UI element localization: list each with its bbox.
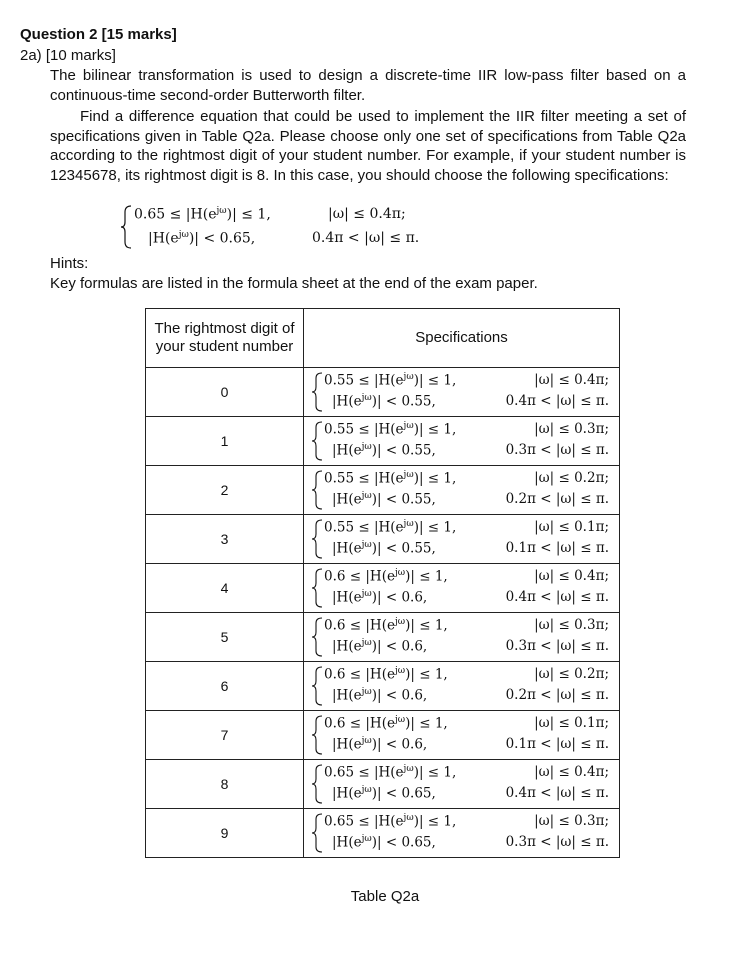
- spec-line2-left: $|H(e^{j\omega})| < 0.65$,: [332, 785, 436, 802]
- left-brace-icon: [310, 714, 324, 756]
- header-specifications: Specifications: [304, 309, 620, 368]
- spec-line1-right: |ω| ≤ 0.3π;: [534, 421, 609, 437]
- example-line2-right: 0.4π < |ω| ≤ π.: [312, 230, 420, 246]
- intro-text: The bilinear transformation is used to design a discrete-time IIR low-pass filter based on a continuous-time second-order Butterworth filter.: [50, 67, 686, 104]
- spec-line1-left: $0.6 \le |H(e^{j\omega})| \le 1$,: [324, 617, 448, 634]
- spec-line1-left: $0.6 \le |H(e^{j\omega})| \le 1$,: [324, 568, 448, 585]
- spec-line2-left: $|H(e^{j\omega})| < 0.55$,: [332, 442, 436, 459]
- table-row: [146, 564, 620, 613]
- left-brace-icon: [310, 518, 324, 560]
- digit-cell: 0: [146, 368, 304, 417]
- table-row: [146, 417, 620, 466]
- specification-cell: [304, 760, 620, 809]
- specification-cell: [304, 613, 620, 662]
- left-brace-icon: [310, 567, 324, 609]
- spec-line2-right: 0.3π < |ω| ≤ π.: [505, 834, 609, 850]
- specifications-table: [145, 308, 620, 858]
- hints-label: Hints:: [50, 255, 89, 272]
- spec-line2-right: 0.4π < |ω| ≤ π.: [505, 393, 609, 409]
- table-row: [146, 515, 620, 564]
- spec-line2-right: 0.1π < |ω| ≤ π.: [505, 736, 609, 752]
- left-brace-icon: [310, 616, 324, 658]
- specification-cell: [304, 711, 620, 760]
- left-brace-icon: [310, 469, 324, 511]
- spec-line1-right: |ω| ≤ 0.3π;: [534, 813, 609, 829]
- question-part-label: 2a) [10 marks]: [20, 47, 116, 64]
- spec-line1-right: |ω| ≤ 0.3π;: [534, 617, 609, 633]
- intro-paragraph: [50, 66, 686, 105]
- table-row: [146, 662, 620, 711]
- spec-line2-right: 0.2π < |ω| ≤ π.: [505, 687, 609, 703]
- question-title: Question 2 [15 marks]: [20, 26, 177, 43]
- spec-line2-left: $|H(e^{j\omega})| < 0.6$,: [332, 638, 428, 655]
- digit-cell: 4: [146, 564, 304, 613]
- specification-cell: [304, 417, 620, 466]
- spec-line2-left: $|H(e^{j\omega})| < 0.65$,: [332, 834, 436, 851]
- spec-line1-right: |ω| ≤ 0.2π;: [534, 666, 609, 682]
- task-text: Find a difference equation that could be used to implement the IIR filter meeting a set of specifications given in Table Q2a. Please choose only one set of specifications from Table Q2a according to the rightmost digit of your student number. For example, if your student number is 12345678, its rightmost digit is 8. In this case, you should choose the following specifications:: [50, 108, 686, 184]
- spec-line2-left: $|H(e^{j\omega})| < 0.55$,: [332, 540, 436, 557]
- spec-line1-right: |ω| ≤ 0.1π;: [534, 519, 609, 535]
- digit-cell: 8: [146, 760, 304, 809]
- specification-cell: [304, 466, 620, 515]
- spec-line1-left: $0.65 \le |H(e^{j\omega})| \le 1$,: [324, 813, 457, 830]
- specification-cell: [304, 662, 620, 711]
- spec-line1-left: $0.55 \le |H(e^{j\omega})| \le 1$,: [324, 470, 457, 487]
- table-row: [146, 809, 620, 858]
- digit-cell: 9: [146, 809, 304, 858]
- example-line1-right: |ω| ≤ 0.4π;: [328, 206, 406, 222]
- left-brace-icon: [310, 371, 324, 413]
- example-line2-left: $|H(e^{j\omega})| < 0.65$,: [148, 230, 256, 247]
- table-row: [146, 711, 620, 760]
- spec-line2-left: $|H(e^{j\omega})| < 0.6$,: [332, 589, 428, 606]
- spec-line1-left: $0.55 \le |H(e^{j\omega})| \le 1$,: [324, 372, 457, 389]
- spec-line2-right: 0.3π < |ω| ≤ π.: [505, 638, 609, 654]
- hints-text: Key formulas are listed in the formula sheet at the end of the exam paper.: [50, 274, 538, 292]
- spec-line1-right: |ω| ≤ 0.4π;: [534, 764, 609, 780]
- spec-line1-left: $0.6 \le |H(e^{j\omega})| \le 1$,: [324, 715, 448, 732]
- spec-line1-right: |ω| ≤ 0.1π;: [534, 715, 609, 731]
- digit-cell: 2: [146, 466, 304, 515]
- table-row: [146, 760, 620, 809]
- spec-line2-left: $|H(e^{j\omega})| < 0.55$,: [332, 491, 436, 508]
- spec-line2-left: $|H(e^{j\omega})| < 0.55$,: [332, 393, 436, 410]
- table-row: [146, 613, 620, 662]
- hints-section: [50, 254, 538, 293]
- spec-line2-right: 0.3π < |ω| ≤ π.: [505, 442, 609, 458]
- digit-cell: 3: [146, 515, 304, 564]
- table-body: [146, 368, 620, 858]
- specification-cell: [304, 809, 620, 858]
- spec-line2-right: 0.4π < |ω| ≤ π.: [505, 785, 609, 801]
- spec-line1-left: $0.55 \le |H(e^{j\omega})| \le 1$,: [324, 421, 457, 438]
- table-caption-wrap: [0, 888, 730, 905]
- spec-line1-right: |ω| ≤ 0.2π;: [534, 470, 609, 486]
- digit-cell: 6: [146, 662, 304, 711]
- example-line1-left: $0.65 \le |H(e^{j\omega})| \le 1$,: [134, 206, 271, 223]
- table-caption: Table Q2a: [350, 888, 420, 905]
- spec-line2-right: 0.4π < |ω| ≤ π.: [505, 589, 609, 605]
- spec-line1-left: $0.55 \le |H(e^{j\omega})| \le 1$,: [324, 519, 457, 536]
- specification-cell: [304, 515, 620, 564]
- specification-cell: [304, 368, 620, 417]
- digit-cell: 1: [146, 417, 304, 466]
- digit-cell: 7: [146, 711, 304, 760]
- specification-cell: [304, 564, 620, 613]
- left-brace-icon: [118, 204, 134, 250]
- spec-line2-left: $|H(e^{j\omega})| < 0.6$,: [332, 736, 428, 753]
- left-brace-icon: [310, 812, 324, 854]
- spec-line1-right: |ω| ≤ 0.4π;: [534, 372, 609, 388]
- spec-line2-right: 0.2π < |ω| ≤ π.: [505, 491, 609, 507]
- spec-line2-left: $|H(e^{j\omega})| < 0.6$,: [332, 687, 428, 704]
- table-row: [146, 466, 620, 515]
- spec-line1-left: $0.6 \le |H(e^{j\omega})| \le 1$,: [324, 666, 448, 683]
- header-digit: The rightmost digit of your student number: [146, 309, 304, 368]
- spec-line1-right: |ω| ≤ 0.4π;: [534, 568, 609, 584]
- left-brace-icon: [310, 665, 324, 707]
- digit-cell: 5: [146, 613, 304, 662]
- left-brace-icon: [310, 763, 324, 805]
- spec-line1-left: $0.65 \le |H(e^{j\omega})| \le 1$,: [324, 764, 457, 781]
- table-header-row: [146, 309, 620, 368]
- example-specification: [118, 204, 458, 250]
- table-row: [146, 368, 620, 417]
- left-brace-icon: [310, 420, 324, 462]
- task-paragraph: [50, 107, 686, 185]
- spec-line2-right: 0.1π < |ω| ≤ π.: [505, 540, 609, 556]
